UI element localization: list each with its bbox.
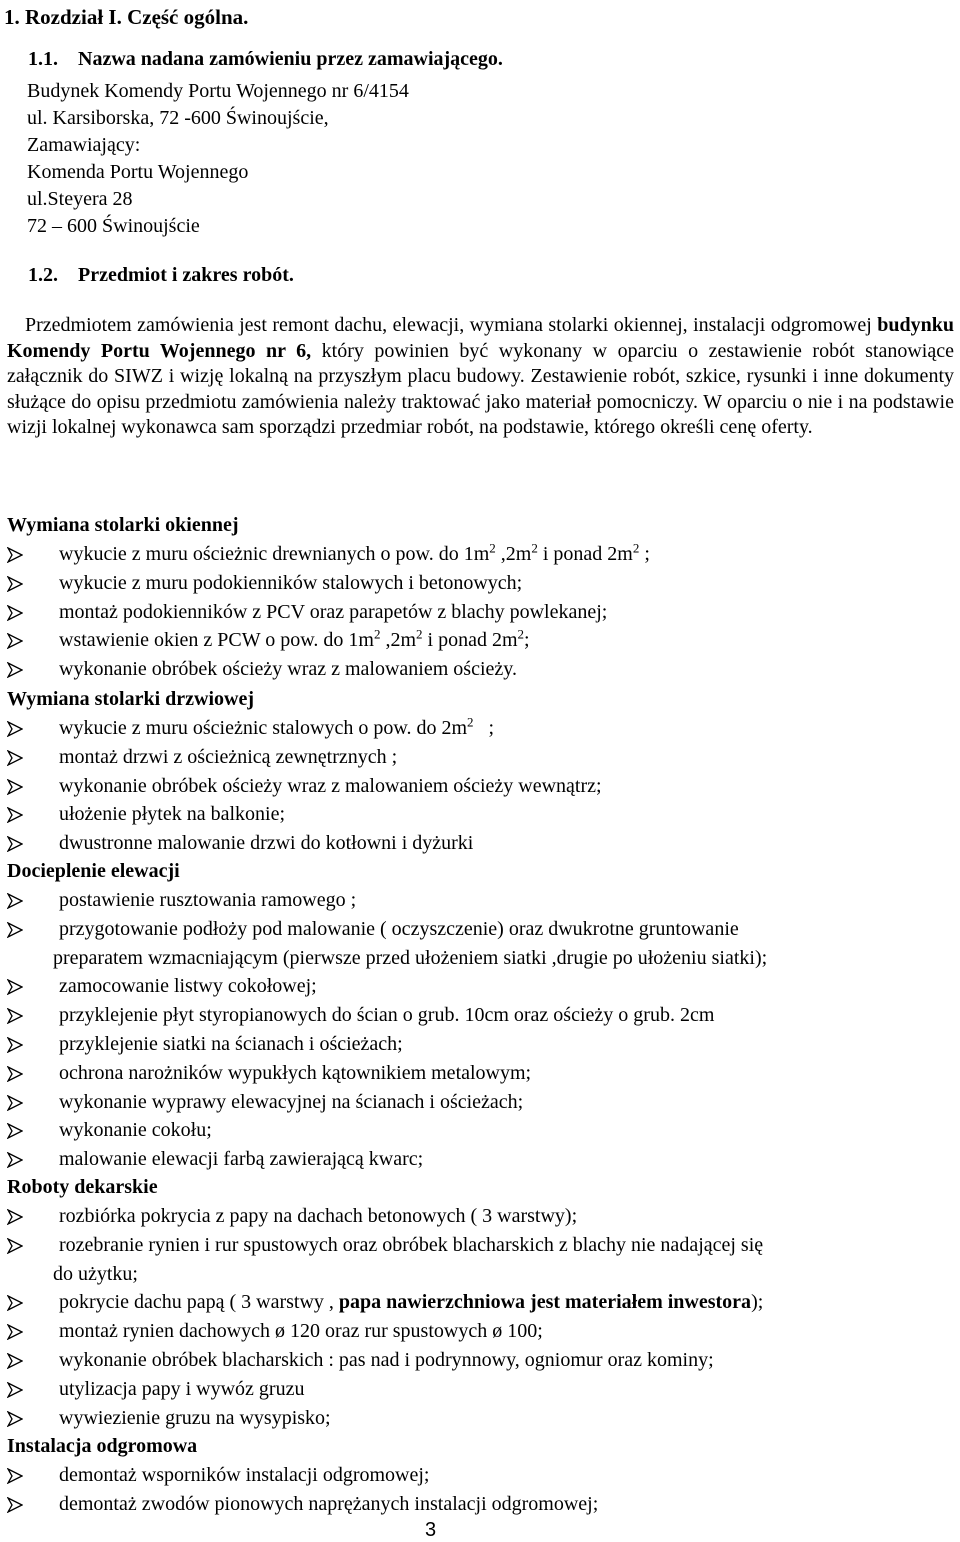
list-item: postawienie rusztowania ramowego ; — [7, 886, 957, 915]
intro-paragraph — [7, 313, 954, 441]
list-item: zamocowanie listwy cokołowej; — [7, 972, 957, 1001]
arrow-bullet-icon — [7, 1497, 23, 1513]
arrow-bullet-icon — [7, 633, 23, 649]
list-item: rozbiórka pokrycia z papy na dachach betonowych ( 3 warstwy); — [7, 1202, 957, 1231]
subsection-heading-1-2 — [28, 264, 294, 287]
list-item: pokrycie dachu papą ( 3 warstwy , papa nawierzchniowa jest materiałem inwestora); — [7, 1288, 957, 1317]
section-roofing-works — [7, 1173, 957, 1432]
list-item: dwustronne malowanie drzwi do kotłowni i dyżurki — [7, 829, 957, 858]
list-item: wykonanie wyprawy elewacyjnej na ścianach i ościeżach; — [7, 1088, 957, 1117]
list-item: przyklejenie siatki na ścianach i ościeżach; — [7, 1030, 957, 1059]
subsection-number: 1.2. — [28, 264, 58, 286]
list-item: przygotowanie podłoży pod malowanie ( oczyszczenie) oraz dwukrotne gruntowanie preparatem wzmacniającym (pierwsze przed ułożeniem siatki ,drugie po ułożeniu siatki); — [7, 915, 957, 973]
arrow-bullet-icon — [7, 1295, 23, 1311]
list-item: demontaż wsporników instalacji odgromowej; — [7, 1461, 957, 1490]
intro-bold: budynku Komendy Portu Wojennego nr 6, — [7, 314, 954, 362]
arrow-bullet-icon — [7, 1209, 23, 1225]
arrow-bullet-icon — [7, 1468, 23, 1484]
address-line: Budynek Komendy Portu Wojennego nr 6/4154 — [27, 80, 409, 102]
list-item: wykucie z muru ościeżnic drewnianych o pow. do $1m^2$ $,2m^2$ i ponad $2m^2$ ; — [7, 540, 957, 569]
list-item: ułożenie płytek na balkonie; — [7, 800, 957, 829]
list-item: montaż drzwi z ościeżnicą zewnętrznych ; — [7, 743, 957, 772]
address-line: Komenda Portu Wojennego — [27, 161, 249, 183]
list-item: wykonanie obróbek ościeży wraz z malowaniem ościeży. — [7, 655, 957, 684]
arrow-bullet-icon — [7, 1008, 23, 1024]
subsection-number: 1.1. — [28, 48, 58, 70]
arrow-bullet-icon — [7, 576, 23, 592]
section-lightning-protection — [7, 1432, 957, 1519]
section-title: Wymiana stolarki okiennej — [7, 514, 239, 536]
arrow-bullet-icon — [7, 662, 23, 678]
list-item: przyklejenie płyt styropianowych do ścian o grub. 10cm oraz ościeży o grub. 2cm — [7, 1001, 957, 1030]
list-item: montaż rynien dachowych ø 120 oraz rur spustowych ø 100; — [7, 1317, 957, 1346]
intro-text: Przedmiotem zamówienia jest remont dachu, elewacji, wymiana stolarki okiennej, instalacji odgromowej — [25, 314, 878, 336]
list-item: ochrona narożników wypukłych kątownikiem metalowym; — [7, 1059, 957, 1088]
list-item: wykonanie obróbek ościeży wraz z malowaniem ościeży wewnątrz; — [7, 772, 957, 801]
arrow-bullet-icon — [7, 1353, 23, 1369]
list-item: wykonanie cokołu; — [7, 1116, 957, 1145]
arrow-bullet-icon — [7, 1411, 23, 1427]
section-door-replacement — [7, 685, 957, 858]
subsection-title: Przedmiot i zakres robót. — [78, 264, 294, 286]
arrow-bullet-icon — [7, 605, 23, 621]
list-item: demontaż zwodów pionowych naprężanych instalacji odgromowej; — [7, 1490, 957, 1519]
section-title: Docieplenie elewacji — [7, 860, 180, 882]
arrow-bullet-icon — [7, 721, 23, 737]
arrow-bullet-icon — [7, 547, 23, 563]
list-item: utylizacja papy i wywóz gruzu — [7, 1375, 957, 1404]
list-item: malowanie elewacji farbą zawierającą kwarc; — [7, 1145, 957, 1174]
intro-text-cont: który powinien być wykonany w oparciu o zestawienie robót stanowiące załącznik do SIWZ i wizję lokalną na przyszłym placu budowy. Zestawienie robót, szkice, rysunki i inne dokumenty służące do opisu przedmiotu zamówienia należy traktować jako materiał pomocniczy. W oparciu o nie i na podstawie wizji lokalnej wykonawca sam sporządzi przedmiar robót, na podstawie, którego określi cenę oferty. — [7, 339, 954, 438]
arrow-bullet-icon — [7, 750, 23, 766]
list-item: wykucie z muru ościeżnic stalowych o pow. do $2m^2$ ; — [7, 714, 957, 743]
list-item: wstawienie okien z PCW o pow. do $1m^2$ $,2m^2$ i ponad $2m^2$; — [7, 626, 957, 655]
arrow-bullet-icon — [7, 1324, 23, 1340]
arrow-bullet-icon — [7, 1238, 23, 1254]
arrow-bullet-icon — [7, 1382, 23, 1398]
arrow-bullet-icon — [7, 807, 23, 823]
address-block — [27, 78, 409, 240]
arrow-bullet-icon — [7, 922, 23, 938]
address-line: 72 – 600 Świnoujście — [27, 215, 200, 237]
arrow-bullet-icon — [7, 836, 23, 852]
address-line: Zamawiający: — [27, 134, 141, 156]
arrow-bullet-icon — [7, 893, 23, 909]
list-item-continuation: preparatem wzmacniającym (pierwsze przed ułożeniem siatki ,drugie po ułożeniu siatki); — [53, 946, 768, 969]
subsection-heading-1-1 — [28, 48, 503, 71]
arrow-bullet-icon — [7, 1152, 23, 1168]
arrow-bullet-icon — [7, 1037, 23, 1053]
arrow-bullet-icon — [7, 979, 23, 995]
address-line: ul.Steyera 28 — [27, 188, 133, 210]
section-window-replacement — [7, 511, 957, 684]
page-number: 3 — [425, 1519, 437, 1541]
list-item-continuation: do użytku; — [53, 1262, 138, 1285]
list-item: rozebranie rynien i rur spustowych oraz obróbek blacharskich z blachy nie nadającej się do użytku; — [7, 1231, 957, 1289]
chapter-heading: 1. Rozdział I. Część ogólna. — [4, 5, 249, 29]
arrow-bullet-icon — [7, 1123, 23, 1139]
list-item: wywiezienie gruzu na wysypisko; — [7, 1404, 957, 1433]
arrow-bullet-icon — [7, 779, 23, 795]
section-title: Roboty dekarskie — [7, 1176, 158, 1198]
list-item: wykucie z muru podokienników stalowych i betonowych; — [7, 569, 957, 598]
arrow-bullet-icon — [7, 1066, 23, 1082]
arrow-bullet-icon — [7, 1095, 23, 1111]
subsection-title: Nazwa nadana zamówieniu przez zamawiającego. — [78, 48, 503, 70]
list-item: montaż podokienników z PCV oraz parapetów z blachy powlekanej; — [7, 598, 957, 627]
section-title: Wymiana stolarki drzwiowej — [7, 688, 255, 710]
section-facade-insulation — [7, 857, 957, 1174]
list-item: wykonanie obróbek blacharskich : pas nad i podrynnowy, ogniomur oraz kominy; — [7, 1346, 957, 1375]
address-line: ul. Karsiborska, 72 -600 Świnoujście, — [27, 107, 329, 129]
section-title: Instalacja odgromowa — [7, 1435, 198, 1457]
